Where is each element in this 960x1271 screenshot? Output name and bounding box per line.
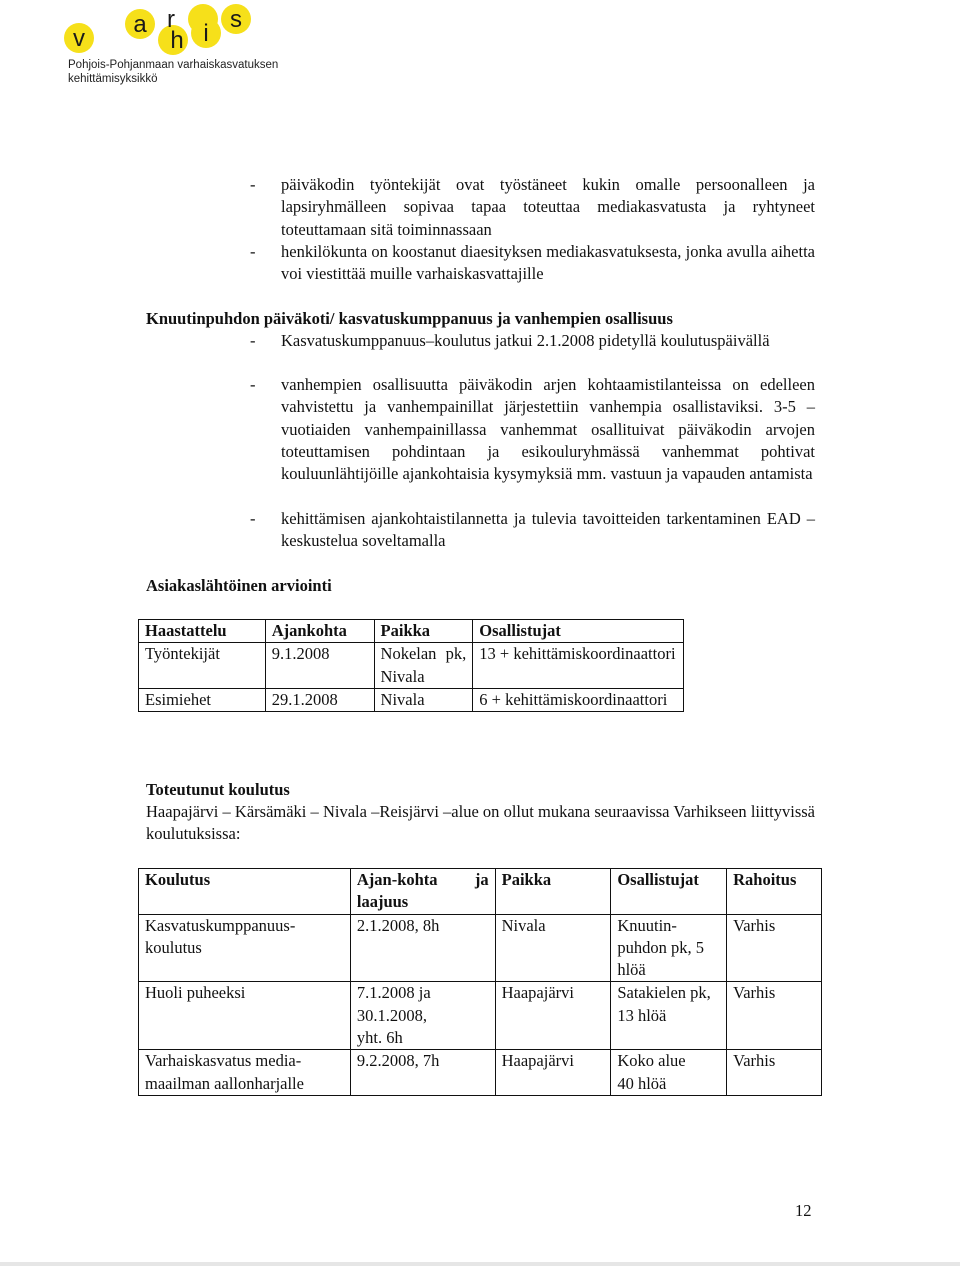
table-cell: 29.1.2008 (265, 688, 374, 711)
list-item-text: vanhempien osallisuutta päiväkodin arjen kohtaamistilanteissa on edelleen vahvistettu ja vanhempainillat järjestettiin vanhempia osallistaviksi. 3-5 –vuotiaiden vanhempainillassa vanhemmat osallituivat päiväkodin arvojen toteuttamisen pohdintaan ja esikouluryhmässä vanhemmat pohtivat kouluunlähtijöille ajankohtaisia kysymyksiä mm. vastuun ja vapauden antamista (281, 375, 815, 484)
table-cell: 13 + kehittämiskoordinaattori (473, 643, 684, 689)
logo-letter-r: r (167, 6, 175, 33)
table-cell: Esimiehet (139, 688, 266, 711)
table-row (139, 914, 822, 982)
table-cell: Knuutin-puhdon pk, 5 hlöä (611, 914, 727, 982)
koulutus-paragraph: Haapajärvi – Kärsämäki – Nivala –Reisjärvi –alue on ollut mukana seuraavissa Varhikseen liittyvissä koulutuksissa: (146, 802, 815, 844)
list-item-text: päiväkodin työntekijät ovat työstäneet kukin omalle persoonalleen ja lapsiryhmälleen sopivaa tapaa toteuttaa mediakasvatusta ja ryhtyneet toteuttamaan sitä toiminnassaan (281, 175, 815, 239)
table-header-cell: Paikka (374, 620, 473, 643)
table-cell: Satakielen pk, 13 hlöä (611, 982, 727, 1050)
table-header-cell: Osallistujat (611, 869, 727, 915)
logo-subtitle (68, 58, 278, 86)
varhis-logo-mark (60, 4, 320, 60)
dash-bullet: - (250, 175, 256, 194)
table-cell: 6 + kehittämiskoordinaattori (473, 688, 684, 711)
table-cell: Kasvatuskumppanuus-koulutus (139, 914, 351, 982)
logo-subtitle-line1: Pohjois-Pohjanmaan varhaiskasvatuksen (68, 59, 279, 71)
dash-bullet: - (250, 375, 256, 394)
interview-table (138, 619, 684, 712)
table-header-cell: Ajankohta (265, 620, 374, 643)
table-header-cell: Ajan-kohta ja laajuus (350, 869, 495, 915)
table-cell: Varhis (727, 1050, 822, 1096)
table-cell: 2.1.2008, 8h (350, 914, 495, 982)
table-cell: Nokelan pk, Nivala (374, 643, 473, 689)
list-item (250, 374, 815, 485)
logo-letter-i: i (203, 20, 209, 47)
table-cell: Nivala (495, 914, 611, 982)
dash-bullet: - (250, 242, 256, 261)
logo-letter-s: s (230, 6, 242, 33)
list-item-text: Kasvatuskumppanuus–koulutus jatkui 2.1.2008 pidetyllä koulutuspäivällä (281, 331, 770, 350)
table-header-row (139, 620, 684, 643)
table-cell: Haapajärvi (495, 1050, 611, 1096)
table-cell: 7.1.2008 ja 30.1.2008, yht. 6h (350, 982, 495, 1050)
table-header-cell: Osallistujat (473, 620, 684, 643)
list-item (250, 330, 815, 352)
table-cell: Työntekijät (139, 643, 266, 689)
bottom-divider (0, 1262, 960, 1266)
table-row (139, 1050, 822, 1096)
table-header-cell: Koulutus (139, 869, 351, 915)
table-row (139, 982, 822, 1050)
list-item (250, 174, 815, 241)
list-item (250, 508, 815, 553)
table-cell: Varhis (727, 982, 822, 1050)
table-cell: 9.2.2008, 7h (350, 1050, 495, 1096)
section-heading-koulutus: Toteutunut koulutus (146, 780, 290, 799)
table-cell: Haapajärvi (495, 982, 611, 1050)
table-row (139, 643, 684, 689)
table-cell: Varhaiskasvatus media-maailman aallonharjalle (139, 1050, 351, 1096)
dash-bullet: - (250, 509, 256, 528)
dash-bullet: - (250, 331, 256, 350)
section-heading-knuutinpuhto: Knuutinpuhdon päiväkoti/ kasvatuskumppanuus ja vanhempien osallisuus (146, 309, 673, 328)
table-cell: Varhis (727, 914, 822, 982)
logo-letter-v: v (73, 25, 85, 52)
training-table (138, 868, 822, 1096)
logo-letter-h: h (170, 27, 184, 54)
list-item-text: henkilökunta on koostanut diaesityksen mediakasvatuksesta, jonka avulla aihetta voi viestittää muille varhaiskasvattajille (281, 242, 815, 284)
section-heading-arviointi: Asiakaslähtöinen arviointi (146, 576, 332, 595)
table-header-cell: Paikka (495, 869, 611, 915)
logo-letter-a: a (133, 11, 147, 38)
table-row (139, 688, 684, 711)
logo-subtitle-line2: kehittämisyksikkö (68, 73, 158, 85)
table-cell: 9.1.2008 (265, 643, 374, 689)
table-header-cell: Haastattelu (139, 620, 266, 643)
table-cell: Huoli puheeksi (139, 982, 351, 1050)
list-item-text: kehittämisen ajankohtaistilannetta ja tulevia tavoitteiden tarkentaminen EAD –keskustelua soveltamalla (281, 509, 815, 551)
page-number: 12 (795, 1201, 812, 1220)
varhis-logo (60, 4, 320, 84)
table-header-row (139, 869, 822, 915)
table-cell: Nivala (374, 688, 473, 711)
table-header-cell: Rahoitus (727, 869, 822, 915)
list-item (250, 241, 815, 286)
table-cell: Koko alue 40 hlöä (611, 1050, 727, 1096)
